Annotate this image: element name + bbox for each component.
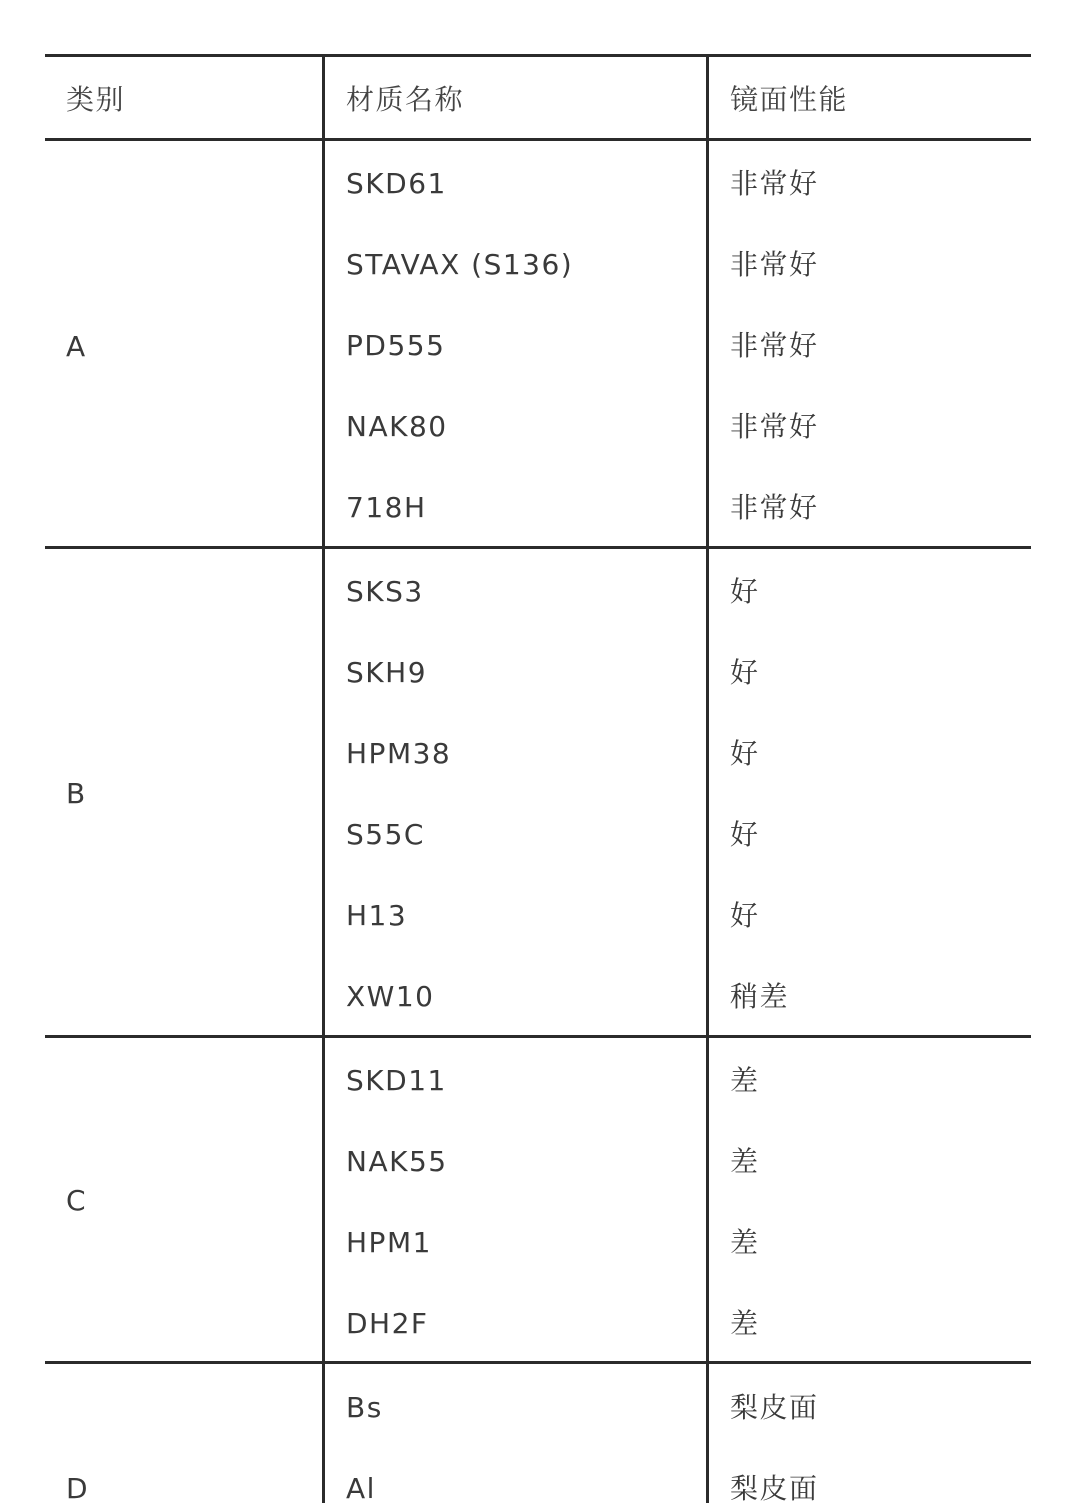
table-top-rule [45,54,1031,57]
mirror-cell: 梨皮面 [730,1391,819,1424]
material-cell: SKS3 [346,575,424,608]
mirror-cell: 差 [730,1307,760,1340]
material-cell: DH2F [346,1307,429,1340]
material-cell: Al [346,1472,376,1503]
group-b-bottom-rule [45,1035,1031,1038]
header-category: 类别 [66,83,126,116]
material-cell: H13 [346,899,408,932]
material-cell: NAK80 [346,410,448,443]
mirror-cell: 非常好 [730,248,819,281]
material-cell: SKD61 [346,167,447,200]
material-cell: SKD11 [346,1064,447,1097]
material-cell: 718H [346,491,427,524]
mirror-cell: 梨皮面 [730,1472,819,1503]
material-cell: Bs [346,1391,383,1424]
category-cell: D [66,1472,90,1503]
material-cell: HPM1 [346,1226,432,1259]
category-cell: C [66,1184,88,1217]
mirror-cell: 差 [730,1145,760,1178]
mirror-cell: 差 [730,1064,760,1097]
mirror-cell: 稍差 [730,980,790,1013]
header-mirror-performance: 镜面性能 [730,83,849,116]
mirror-cell: 非常好 [730,410,819,443]
material-cell: HPM38 [346,737,452,770]
mirror-cell: 非常好 [730,329,819,362]
mirror-cell: 好 [730,575,760,608]
mirror-cell: 非常好 [730,167,819,200]
material-cell: STAVAX (S136) [346,248,574,281]
material-cell: S55C [346,818,425,851]
mirror-cell: 差 [730,1226,760,1259]
header-material: 材质名称 [346,83,465,116]
mirror-cell: 好 [730,656,760,689]
mirror-cell: 非常好 [730,491,819,524]
header-bottom-rule [45,138,1031,141]
material-cell: NAK55 [346,1145,448,1178]
category-cell: B [66,777,87,810]
group-c-bottom-rule [45,1361,1031,1364]
column-divider-2 [706,55,709,1503]
material-cell: XW10 [346,980,435,1013]
group-a-bottom-rule [45,546,1031,549]
mirror-cell: 好 [730,737,760,770]
mirror-cell: 好 [730,818,760,851]
category-cell: A [66,330,87,363]
mirror-cell: 好 [730,899,760,932]
material-cell: SKH9 [346,656,428,689]
column-divider-1 [322,55,325,1503]
material-cell: PD555 [346,329,446,362]
